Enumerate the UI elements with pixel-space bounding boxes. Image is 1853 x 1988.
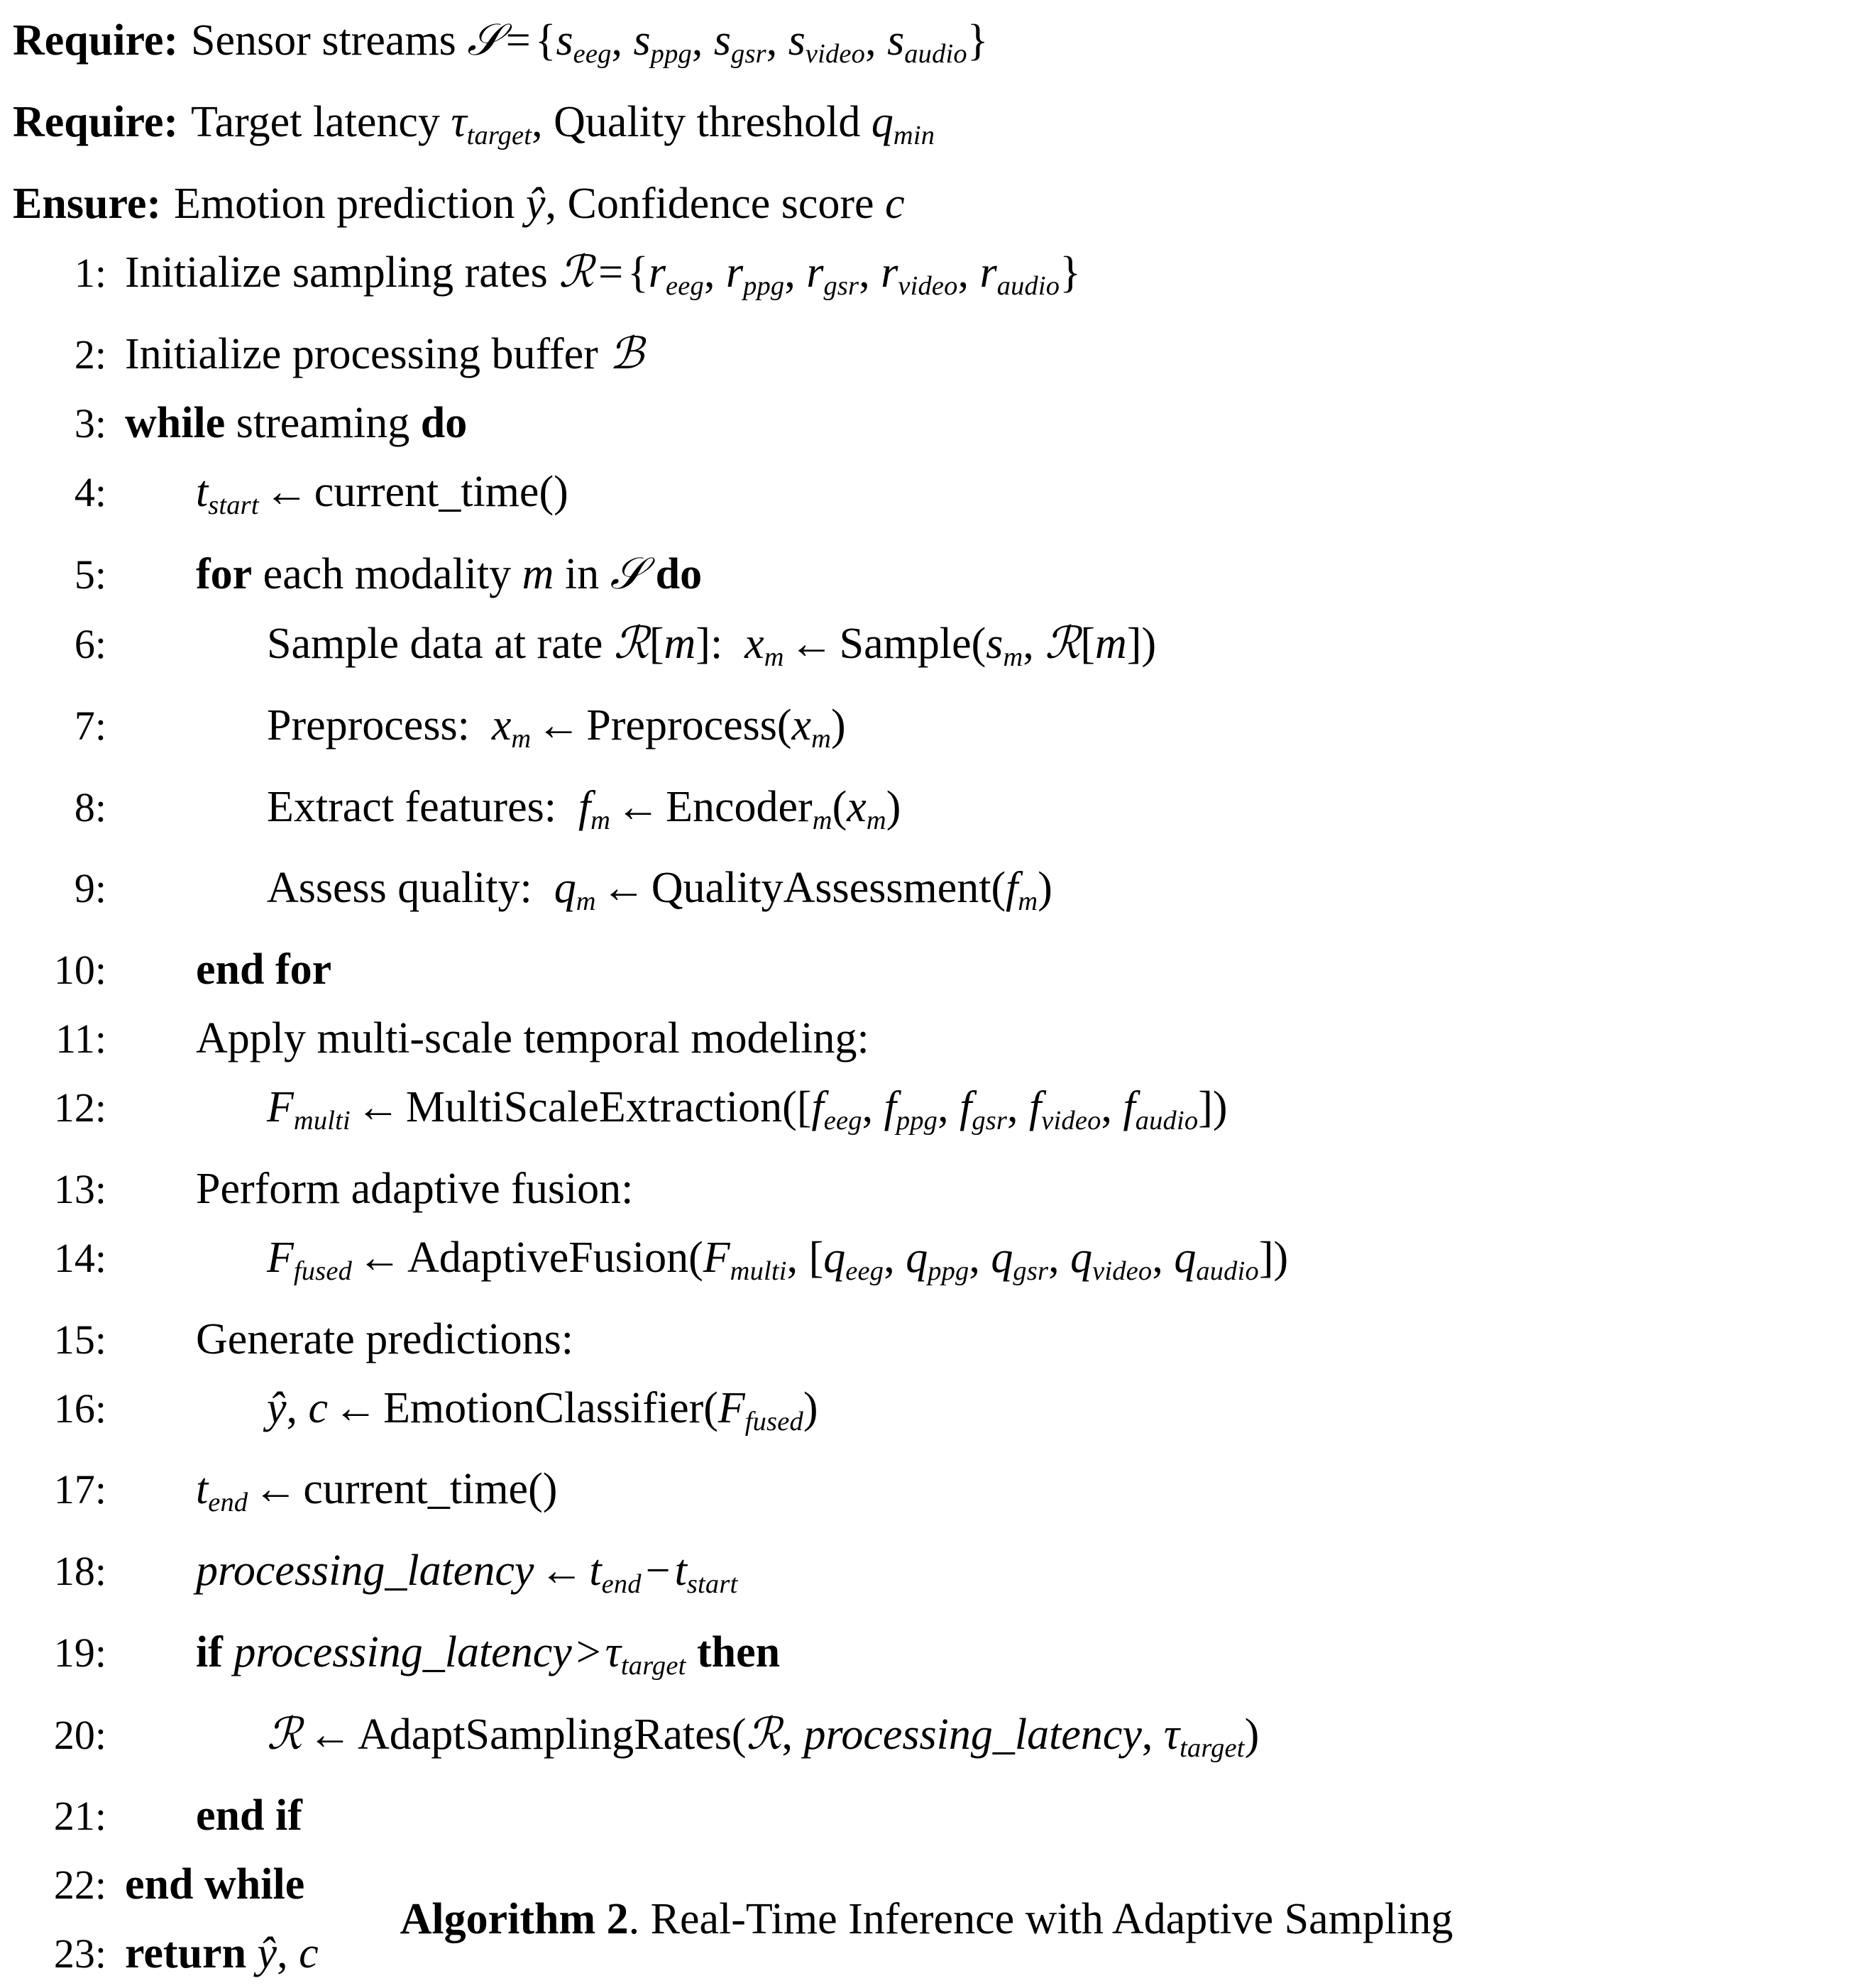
symbol-tau: τ bbox=[1163, 1710, 1180, 1759]
step-10-body bbox=[125, 935, 1853, 1004]
sub-multi: multi bbox=[730, 1256, 787, 1286]
algorithm-step-10 bbox=[0, 935, 1853, 1004]
line-number: 2: bbox=[74, 331, 106, 378]
sub-ppg: ppg bbox=[928, 1256, 969, 1286]
quality-threshold-label: Quality threshold bbox=[554, 97, 861, 146]
assign-arrow: ← bbox=[357, 1233, 402, 1282]
processing-latency-var: processing_latency bbox=[803, 1710, 1142, 1759]
do-keyword: do bbox=[655, 550, 703, 598]
sub-m: m bbox=[590, 805, 611, 835]
sub-target: target bbox=[466, 120, 532, 150]
sub-ppg: ppg bbox=[743, 270, 785, 301]
sub-fused: fused bbox=[744, 1406, 803, 1437]
line-number: 6: bbox=[74, 621, 106, 667]
step-12-body: $F_{multi}$ ← $MultiScaleExtraction([f_{eeg}$, $f_{ppg}$, $f_{gsr}$, $f_{video}$, $f_{audio}$]) bbox=[267, 1083, 1228, 1136]
step-5-body bbox=[125, 539, 1853, 608]
in-label: in bbox=[564, 550, 600, 598]
current-time-fn: current_time bbox=[314, 468, 539, 517]
ensure-keyword: Ensure: bbox=[13, 179, 162, 228]
sensor-streams-label: Sensor streams bbox=[191, 16, 456, 65]
sub-gsr: gsr bbox=[731, 38, 766, 69]
algorithm-step-6 bbox=[0, 609, 1853, 691]
line-number: 13: bbox=[53, 1165, 106, 1212]
step-16-body: ŷ, c ← $EmotionClassifier(F_{fused})$ bbox=[267, 1383, 818, 1437]
assign-arrow: ← bbox=[253, 1465, 298, 1514]
assign-arrow: ← bbox=[601, 864, 646, 913]
assign-arrow: ← bbox=[356, 1083, 400, 1131]
do-keyword: do bbox=[420, 399, 468, 448]
sub-video: video bbox=[1041, 1105, 1101, 1136]
lbrace: { bbox=[627, 248, 649, 297]
sub-m: m bbox=[811, 723, 832, 754]
line-number: 14: bbox=[53, 1234, 106, 1281]
line-number: 15: bbox=[53, 1316, 106, 1363]
if-keyword: if bbox=[196, 1627, 223, 1676]
step-13-body bbox=[125, 1155, 1853, 1223]
step-7-body: Preprocess: $x_m$ ← $Preprocess(x_m)$ bbox=[267, 701, 846, 754]
sub-audio: audio bbox=[996, 270, 1060, 301]
sub-audio: audio bbox=[1135, 1105, 1199, 1136]
confidence-score-label: Confidence score bbox=[567, 179, 874, 228]
symbol-tau: τ bbox=[451, 97, 467, 146]
algorithm-step-9 bbox=[0, 854, 1853, 935]
line-number: 4: bbox=[74, 469, 106, 516]
algorithm-step-7 bbox=[0, 691, 1853, 773]
symbol-S: 𝒮 bbox=[467, 13, 502, 65]
equals-sign: = bbox=[598, 248, 624, 297]
emotion-classifier-fn: EmotionClassifier bbox=[383, 1383, 704, 1432]
symbol-R: ℛ bbox=[746, 1707, 782, 1759]
end-if-keyword: end if bbox=[196, 1791, 302, 1840]
rbrace: } bbox=[1060, 248, 1081, 297]
sub-start: start bbox=[208, 490, 259, 520]
step-6-body: Sample data at rate ℛ[m]: $x_m$ ← $Sample(s_m$, ℛ[m]) bbox=[267, 617, 1157, 672]
lbrace: { bbox=[534, 16, 556, 65]
line-number: 10: bbox=[53, 947, 106, 993]
step-3-body bbox=[125, 389, 1853, 457]
symbol-R: ℛ bbox=[267, 1707, 302, 1759]
require-keyword: Require: bbox=[13, 16, 179, 65]
symbol-yhat: ŷ bbox=[267, 1383, 287, 1432]
step-17-body: $t_{end}$ ← current_time() bbox=[196, 1465, 558, 1517]
sub-audio: audio bbox=[1196, 1256, 1259, 1286]
line-number: 21: bbox=[53, 1793, 106, 1840]
greater-than-sign: > bbox=[576, 1627, 601, 1676]
require-sensor-streams-body: Sensor streams $𝒮=\{s_{eeg}$, $s_{ppg}$, $s_{gsr}$, $s_{video}$, $s_{audio}$} bbox=[191, 13, 989, 69]
line-number: 22: bbox=[53, 1862, 106, 1909]
symbol-m: m bbox=[522, 550, 554, 598]
emotion-prediction-label: Emotion prediction bbox=[174, 179, 515, 228]
line-number: 16: bbox=[53, 1385, 106, 1432]
generate-predictions-label: Generate predictions: bbox=[196, 1314, 573, 1363]
sub-eeg: eeg bbox=[845, 1256, 884, 1286]
sub-end: end bbox=[208, 1488, 248, 1517]
caption-separator: . bbox=[628, 1895, 640, 1943]
algorithm-step-21 bbox=[0, 1781, 1853, 1850]
sub-m: m bbox=[866, 805, 886, 835]
target-latency-label: Target latency bbox=[191, 97, 440, 146]
sub-eeg: eeg bbox=[573, 38, 612, 69]
perform-adaptive-fusion-label: Perform adaptive fusion: bbox=[196, 1164, 634, 1213]
line-number: 11: bbox=[55, 1016, 106, 1062]
algorithm-step-19 bbox=[0, 1618, 1853, 1700]
sample-data-at-rate-label: Sample data at rate bbox=[267, 620, 603, 668]
algorithm-ensure-line bbox=[0, 170, 1853, 238]
line-number: 23: bbox=[53, 1931, 106, 1977]
symbol-c: c bbox=[299, 1929, 319, 1978]
sub-multi: multi bbox=[293, 1105, 351, 1136]
symbol-tau: τ bbox=[605, 1627, 621, 1676]
sub-gsr: gsr bbox=[1013, 1256, 1049, 1286]
step-23-body: return ŷ, c bbox=[125, 1929, 319, 1978]
preprocess-label: Preprocess: bbox=[267, 701, 470, 749]
caption-label: Algorithm 2 bbox=[400, 1895, 629, 1943]
line-number: 8: bbox=[74, 784, 106, 830]
line-number: 3: bbox=[74, 400, 106, 447]
algorithm-step-16 bbox=[0, 1374, 1853, 1456]
rbrace: } bbox=[967, 16, 989, 65]
sub-m: m bbox=[1018, 886, 1038, 916]
algorithm-require-line-1 bbox=[0, 6, 1853, 88]
then-keyword: then bbox=[696, 1627, 781, 1676]
algorithm-step-17 bbox=[0, 1455, 1853, 1537]
algorithm-step-8 bbox=[0, 773, 1853, 855]
symbol-yhat: ŷ bbox=[525, 179, 546, 228]
symbol-R: ℛ bbox=[613, 617, 649, 669]
step-11-body bbox=[125, 1004, 1853, 1072]
algorithm-step-5 bbox=[0, 539, 1853, 609]
step-1-body: Initialize sampling rates $ℛ=\{r_{eeg}$, $r_{ppg}$, $r_{gsr}$, $r_{video}$, $r_{audio}$} bbox=[125, 245, 1081, 301]
sub-min: min bbox=[893, 120, 935, 150]
sub-audio: audio bbox=[904, 38, 967, 69]
caption-title: Real-Time Inference with Adaptive Sampling bbox=[650, 1895, 1453, 1943]
sub-eeg: eeg bbox=[666, 270, 704, 301]
minus-sign: − bbox=[645, 1547, 671, 1595]
line-number: 9: bbox=[74, 865, 106, 912]
sub-ppg: ppg bbox=[650, 38, 692, 69]
step-19-body bbox=[125, 1618, 1853, 1700]
preprocess-fn: Preprocess bbox=[586, 701, 777, 749]
sub-m: m bbox=[576, 886, 596, 916]
step-15-body bbox=[125, 1305, 1853, 1373]
symbol-S: 𝒮 bbox=[610, 547, 645, 599]
symbol-R: ℛ bbox=[1045, 617, 1081, 669]
sub-target: target bbox=[1180, 1732, 1245, 1763]
symbol-c: c bbox=[885, 179, 905, 228]
line-number: 12: bbox=[53, 1084, 106, 1131]
assign-arrow: ← bbox=[789, 620, 834, 668]
sub-start: start bbox=[686, 1569, 738, 1599]
sub-gsr: gsr bbox=[972, 1105, 1008, 1136]
processing-latency-var: processing_latency bbox=[233, 1627, 572, 1676]
algorithm-step-13 bbox=[0, 1155, 1853, 1224]
assign-arrow: ← bbox=[539, 1547, 584, 1595]
processing-latency-var: processing_latency bbox=[196, 1547, 534, 1595]
sub-m: m bbox=[511, 723, 532, 754]
algorithm-step-11 bbox=[0, 1004, 1853, 1073]
algorithm-step-18 bbox=[0, 1537, 1853, 1618]
while-keyword: while bbox=[125, 399, 226, 448]
step-14-body: $F_{fused}$ ← $AdaptiveFusion(F_{multi}$, [$q_{eeg}$, $q_{ppg}$, $q_{gsr}$, $q_{video}$, $q_{audio}$]) bbox=[267, 1233, 1289, 1286]
line-number: 17: bbox=[53, 1466, 106, 1513]
assign-arrow: ← bbox=[264, 468, 309, 517]
current-time-fn: current_time bbox=[303, 1465, 529, 1514]
adapt-sampling-rates-fn: AdaptSamplingRates bbox=[357, 1710, 732, 1759]
sub-video: video bbox=[1092, 1256, 1153, 1286]
line-number: 19: bbox=[53, 1629, 106, 1676]
algorithm-require-line-2 bbox=[0, 88, 1853, 170]
step-9-body: Assess quality: $q_m$ ← $QualityAssessment(f_m)$ bbox=[267, 864, 1052, 916]
sub-video: video bbox=[898, 270, 958, 301]
equals-sign: = bbox=[505, 16, 531, 65]
assess-quality-label: Assess quality: bbox=[267, 864, 532, 913]
algorithm-caption bbox=[0, 1891, 1853, 1948]
algorithm-step-15 bbox=[0, 1305, 1853, 1374]
algorithm-step-2 bbox=[0, 319, 1853, 389]
quality-assessment-fn: QualityAssessment bbox=[651, 864, 991, 913]
assign-arrow: ← bbox=[334, 1383, 378, 1432]
line-number: 18: bbox=[53, 1548, 106, 1594]
step-20-body: ℛ ← AdaptSamplingRates(ℛ, processing_latency, $\tau_{target}$) bbox=[267, 1707, 1260, 1763]
symbol-c: c bbox=[308, 1383, 329, 1432]
sub-m: m bbox=[812, 805, 832, 835]
algorithm-step-3 bbox=[0, 389, 1853, 458]
algorithm-step-12 bbox=[0, 1073, 1853, 1155]
symbol-R: ℛ bbox=[559, 245, 595, 297]
require-keyword: Require: bbox=[13, 97, 179, 146]
each-modality-label: each modality bbox=[263, 550, 512, 598]
symbol-B: ℬ bbox=[609, 327, 644, 380]
assign-arrow: ← bbox=[616, 782, 661, 831]
step-18-body: processing_latency ← $t_{end}-t_{start}$ bbox=[196, 1547, 738, 1599]
algorithm-step-1 bbox=[0, 238, 1853, 320]
sub-m: m bbox=[1003, 642, 1023, 672]
step-4-body: $t_{start}$ ← current_time() bbox=[196, 468, 568, 520]
sub-ppg: ppg bbox=[896, 1105, 938, 1136]
apply-multiscale-label: Apply multi-scale temporal modeling: bbox=[196, 1014, 869, 1062]
multiscale-extraction-fn: MultiScaleExtraction bbox=[405, 1083, 783, 1131]
step-2-body bbox=[125, 319, 1853, 388]
sub-fused: fused bbox=[293, 1256, 352, 1286]
step-21-body bbox=[125, 1781, 1853, 1850]
require-latency-quality-body: Target latency $\tau_{target}$, Quality threshold $q_{min}$ bbox=[191, 97, 935, 150]
assign-arrow: ← bbox=[537, 701, 581, 749]
algorithm-step-4 bbox=[0, 458, 1853, 539]
assign-arrow: ← bbox=[307, 1710, 352, 1759]
sub-gsr: gsr bbox=[823, 270, 859, 301]
line-number: 20: bbox=[53, 1711, 106, 1758]
algorithm-step-20 bbox=[0, 1700, 1853, 1782]
line-number: 5: bbox=[74, 551, 106, 598]
sub-end: end bbox=[601, 1569, 642, 1599]
sub-m: m bbox=[764, 642, 784, 672]
encoder-fn: Encoder bbox=[666, 782, 813, 831]
algorithm-step-14 bbox=[0, 1224, 1853, 1305]
ensure-body: Emotion prediction ŷ, Confidence score c bbox=[174, 179, 905, 228]
initialize-sampling-rates-label: Initialize sampling rates bbox=[125, 248, 548, 297]
sub-target: target bbox=[620, 1650, 686, 1681]
return-keyword: return bbox=[125, 1929, 247, 1978]
end-while-keyword: end while bbox=[125, 1860, 305, 1909]
extract-features-label: Extract features: bbox=[267, 782, 556, 831]
initialize-processing-buffer-label: Initialize processing buffer bbox=[125, 330, 598, 379]
for-keyword: for bbox=[196, 550, 253, 598]
step-8-body: Extract features: $f_m$ ← $Encoder_m(x_m)$ bbox=[267, 782, 901, 835]
sample-fn: Sample bbox=[839, 620, 972, 668]
line-number: 7: bbox=[74, 702, 106, 749]
sub-video: video bbox=[805, 38, 866, 69]
streaming-label: streaming bbox=[236, 399, 410, 448]
symbol-yhat: ŷ bbox=[257, 1929, 277, 1978]
end-for-keyword: end for bbox=[196, 945, 332, 994]
sub-eeg: eeg bbox=[823, 1105, 862, 1136]
adaptive-fusion-fn: AdaptiveFusion bbox=[407, 1233, 689, 1282]
line-number: 1: bbox=[74, 249, 106, 296]
